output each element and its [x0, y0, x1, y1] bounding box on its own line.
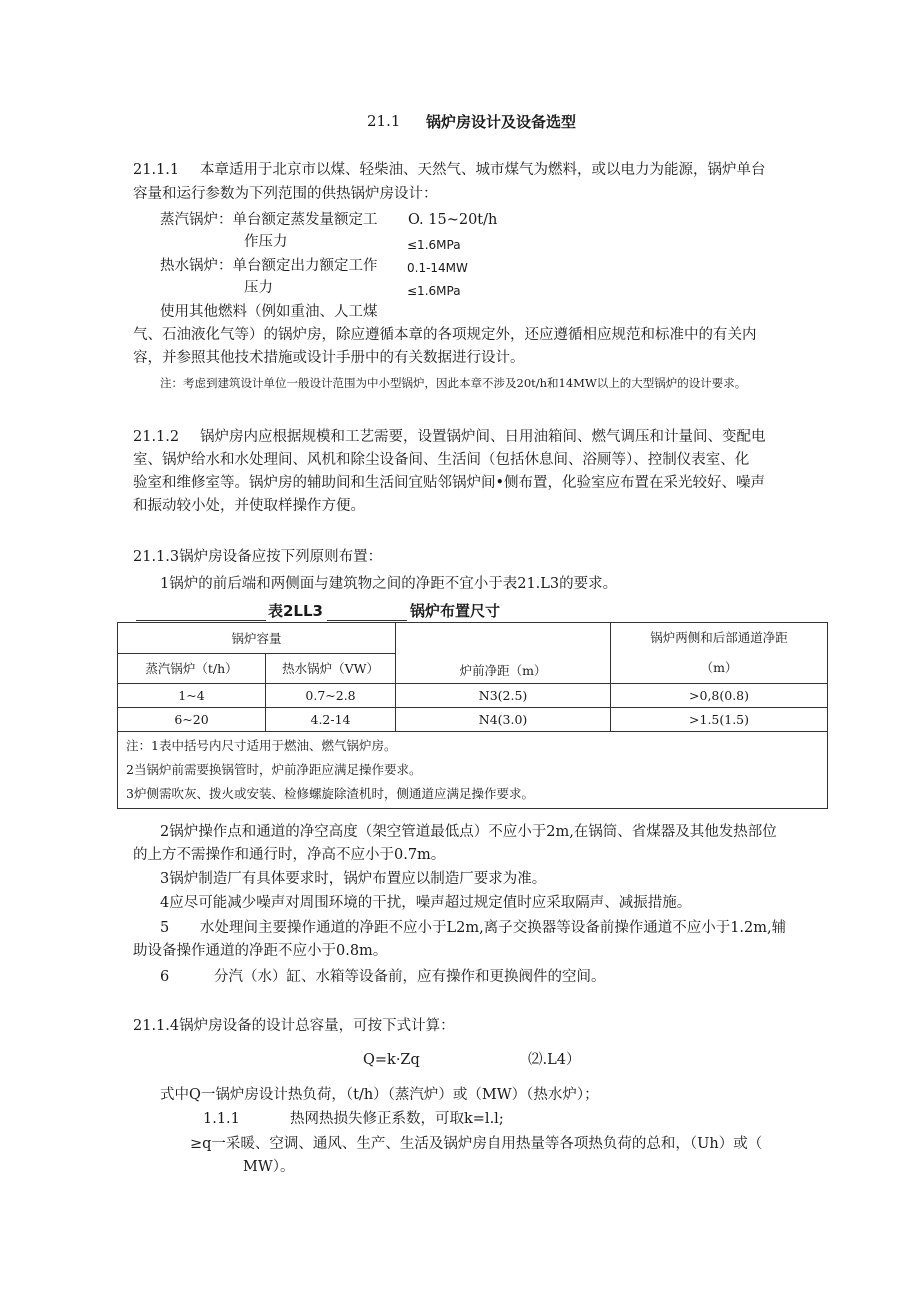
table-note: 2当锅炉前需要换锅管时，炉前净距应满足操作要求。	[126, 762, 422, 777]
section-title: 锅炉房设计及设备选型	[426, 113, 577, 131]
paragraph-line: 容，并参照其他技术措施或设计手册中的有关数据进行设计。	[133, 350, 525, 366]
table-row	[118, 684, 828, 708]
section-number: 21.1	[367, 112, 401, 130]
header-capacity: 锅炉容量	[118, 623, 396, 654]
steam-boiler-capacity: O. 15~20t/h	[408, 212, 498, 228]
table-note: 注：1表中括号内尺寸适用于燃油、燃气锅炉房。	[126, 738, 397, 753]
list-item-cont: 助设备操作通道的净距不应小于0.8m。	[133, 943, 388, 959]
paragraph-line: 锅炉房内应根据规模和工艺需要，设置锅炉间、日用油箱间、燃气调压和计量间、变配电	[200, 429, 766, 445]
steam-boiler-label: 蒸汽锅炉：单台额定蒸发量额定工	[160, 212, 378, 228]
hot-water-boiler-label-cont: 压力	[244, 280, 273, 296]
cell-side: >1.5(1.5)	[611, 708, 828, 732]
cell-steam: 1~4	[118, 684, 266, 708]
paragraph-line: 气、石油液化气等）的锅炉房，除应遵循本章的各项规定外，还应遵循相应规范和标准中的有关内	[133, 327, 757, 343]
header-side-line1: 锅炉两侧和后部通道净距	[650, 630, 788, 645]
paragraph-line: 验室和维修室等。锅炉房的辅助间和生活间宜贴邻锅炉间•侧布置，化验室应布置在采光较好、噪声	[133, 475, 766, 491]
list-item-number: 5	[160, 920, 170, 936]
cell-side: >0,8(0.8)	[611, 684, 828, 708]
cell-front: N3(2.5)	[396, 684, 611, 708]
clause-note: 注：考虑到建筑设计单位一般设计范围为中小型锅炉，因此本章不涉及20t/h和14MW以上的大型锅炉的设计要求。	[160, 376, 747, 390]
table-number: 表2LL3	[268, 602, 323, 620]
header-steam: 蒸汽锅炉（t/h）	[118, 653, 266, 684]
formula-number: ⑵.L4）	[528, 1052, 581, 1068]
table-notes	[118, 732, 828, 809]
list-item-cont: 的上方不需操作和通行时，净高不应小于0.7m。	[133, 847, 446, 863]
paragraph-line: 本章适用于北京市以煤、轻柴油、天然气、城市煤气为燃料，或以电力为能源，锅炉单台	[200, 162, 766, 178]
variable-k: 热网热损失修正系数，可取k=l.l;	[290, 1111, 504, 1127]
clause-heading: 21.1.3锅炉房设备应按下列原则布置：	[133, 549, 383, 565]
cell-front: N4(3.0)	[396, 708, 611, 732]
table-caption-rule	[136, 620, 266, 621]
list-item: 分汽（水）缸、水箱等设备前，应有操作和更换阀件的空间。	[214, 969, 606, 985]
cell-hot-water: 0.7~2.8	[266, 684, 396, 708]
table-title: 锅炉布置尺寸	[410, 602, 501, 620]
hot-water-boiler-pressure: ≤1.6MPa	[407, 284, 461, 298]
cell-steam: 6~20	[118, 708, 266, 732]
steam-boiler-label-cont: 作压力	[244, 234, 288, 250]
header-hot-water: 热水锅炉（VW）	[266, 653, 396, 684]
list-item: 水处理间主要操作通道的净距不应小于L2m,离子交换器等设备前操作通道不应小于1.2m,辅	[200, 920, 787, 936]
clause-number: 21.1.1	[133, 162, 180, 178]
paragraph-line: 容量和运行参数为下列范围的供热锅炉房设计：	[133, 186, 438, 202]
hot-water-boiler-capacity: 0.1-14MW	[407, 261, 468, 275]
table-note: 3炉侧需吹灰、拨火或安装、检修螺旋除渣机时，侧通道应满足操作要求。	[126, 786, 534, 801]
hot-water-boiler-label: 热水锅炉：单台额定出力额定工作	[160, 258, 378, 274]
paragraph-line: 和振动较小处，并使取样操作方便。	[133, 498, 365, 514]
clause-number: 21.1.2	[133, 429, 180, 445]
steam-boiler-pressure: ≤1.6MPa	[407, 238, 461, 252]
list-item-number: 6	[160, 969, 170, 985]
table-caption-rule	[327, 620, 407, 621]
list-item: 2锅炉操作点和通道的净空高度（架空管道最低点）不应小于2m,在锅筒、省煤器及其他发热部位	[160, 824, 777, 840]
header-side-line2: （m）	[700, 660, 738, 675]
variable-number: 1.1.1	[203, 1111, 240, 1127]
header-side-clearance	[611, 623, 828, 684]
variable-q-cont: MW）。	[243, 1159, 295, 1175]
header-front-clearance: 炉前净距（m）	[396, 623, 611, 684]
boiler-layout-table	[117, 622, 828, 809]
list-item: 4应尽可能减少噪声对周围环境的干扰，噪声超过规定值时应采取隔声、减振措施。	[160, 895, 692, 911]
cell-hot-water: 4.2-14	[266, 708, 396, 732]
formula-where: 式中Q一锅炉房设计热负荷，（t/h）（蒸汽炉）或（MW）（热水炉）；	[160, 1087, 599, 1103]
paragraph-line: 使用其他燃料（例如重油、人工煤	[160, 304, 378, 320]
list-item: 3锅炉制造厂有具体要求时，锅炉布置应以制造厂要求为准。	[160, 871, 547, 887]
variable-q: ≥q一采暖、空调、通风、生产、生活及锅炉房自用热量等各项热负荷的总和，（Uh）或（	[190, 1136, 763, 1152]
table-row	[118, 708, 828, 732]
clause-heading: 21.1.4锅炉房设备的设计总容量，可按下式计算：	[133, 1018, 455, 1034]
list-item: 1锅炉的前后端和两侧面与建筑物之间的净距不宜小于表21.L3的要求。	[160, 576, 618, 592]
formula: Q=k·Zq	[363, 1052, 420, 1068]
paragraph-line: 室、锅炉给水和水处理间、风机和除尘设备间、生活间（包括休息间、浴厕等）、控制仪表室、化	[133, 452, 750, 468]
